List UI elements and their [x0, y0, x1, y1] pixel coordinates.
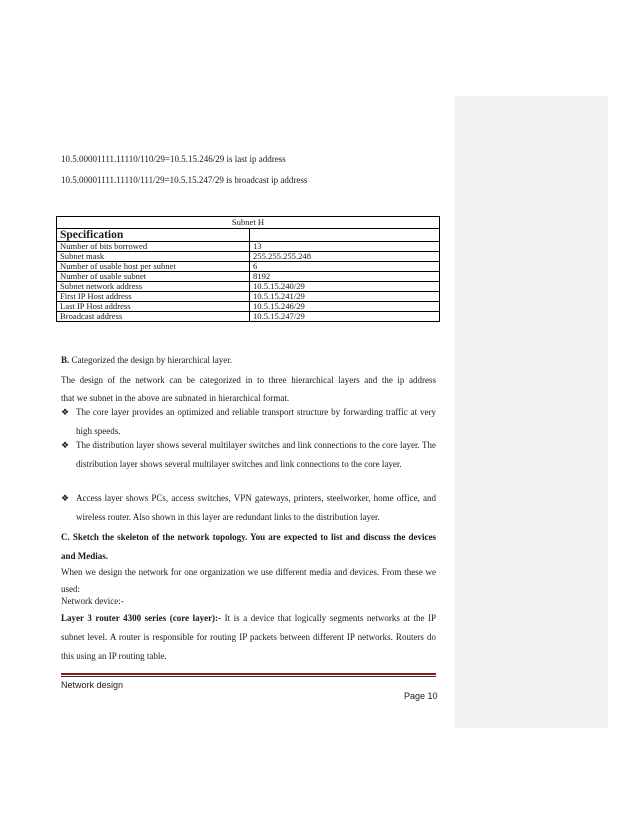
- row-value: 13: [250, 242, 440, 252]
- table-title: Subnet H: [57, 217, 440, 229]
- row-value: 10.5.15.247/29: [250, 312, 440, 322]
- section-b-title: Categorized the design by hierarchical layer.: [69, 355, 232, 365]
- bullet-distribution-text: The distribution layer shows several multilayer switches and link connections to the core layer. The distribution layer shows several multilayer switches and link connections to the core layer.: [76, 440, 436, 469]
- router-text: It is a device that logically segments networks at the IP subnet level. A router is responsible for routing IP packets between different IP networks. Routers do this using an IP routing table.: [61, 613, 437, 661]
- bullet-distribution: [61, 436, 436, 474]
- table-row: [57, 242, 440, 252]
- table-row: [57, 282, 440, 292]
- page-number: Page 10: [404, 691, 438, 701]
- row-label: Number of bits borrowed: [57, 242, 250, 252]
- table-row: [57, 302, 440, 312]
- spec-header-empty: [250, 229, 440, 242]
- row-value: 10.5.15.241/29: [250, 292, 440, 302]
- row-value: 8192: [250, 272, 440, 282]
- footer-rule-black: [61, 676, 436, 677]
- row-label: Broadcast address: [57, 312, 250, 322]
- section-b-intro-line2: that we subnet in the above are subnated in hierarchical format.: [61, 393, 290, 403]
- bullet-access: [61, 489, 436, 527]
- row-value: 6: [250, 262, 440, 272]
- last-ip-line: 10.5.00001111.11110/110/29=10.5.15.246/29 is last ip address: [61, 154, 286, 164]
- section-b-prefix: B.: [61, 355, 70, 365]
- diamond-bullet-icon: ❖: [61, 440, 70, 450]
- section-c-intro: When we design the network for one organization we use different media and devices. From these we used:: [61, 567, 436, 594]
- bullet-access-text: Access layer shows PCs, access switches, VPN gateways, printers, steelworker, home office, and wireless router. Also shown in this layer are redundant links to the distribution layer.: [76, 493, 436, 522]
- table-row: [57, 272, 440, 282]
- footer-rule-red: [61, 673, 436, 675]
- section-b-intro-line1: The design of the network can be categorized in to three hierarchical layers and the ip address: [61, 375, 436, 385]
- row-value: 10.5.15.240/29: [250, 282, 440, 292]
- router-paragraph: [61, 609, 436, 666]
- section-c-heading: C. Sketch the skeleton of the network topology. You are expected to list and discuss the devices and Medias.: [61, 532, 436, 561]
- row-value: 255.255.255.248: [250, 252, 440, 262]
- row-label: Subnet mask: [57, 252, 250, 262]
- bullet-core-text: The core layer provides an optimized and reliable transport structure by forwarding traffic at very high speeds.: [76, 407, 436, 436]
- network-device-label: Network device:-: [61, 596, 124, 606]
- section-b-heading: [61, 355, 232, 366]
- row-label: Last IP Host address: [57, 302, 250, 312]
- table-row: [57, 292, 440, 302]
- row-value: 10.5.15.246/29: [250, 302, 440, 312]
- spec-header: Specification: [57, 229, 250, 242]
- row-label: Subnet network address: [57, 282, 250, 292]
- diamond-bullet-icon: ❖: [61, 407, 70, 417]
- row-label: First IP Host address: [57, 292, 250, 302]
- subnet-spec-table: [56, 216, 440, 322]
- router-heading: Layer 3 router 4300 series (core layer):-: [61, 613, 222, 623]
- row-label: Number of usable host per subnet: [57, 262, 250, 272]
- footer-title: Network design: [61, 680, 124, 690]
- table-row: [57, 312, 440, 322]
- table-row: [57, 252, 440, 262]
- table-row: [57, 262, 440, 272]
- diamond-bullet-icon: ❖: [61, 493, 70, 503]
- comment-margin-pane: [455, 96, 608, 728]
- broadcast-ip-line: 10.5.00001111.11110/111/29=10.5.15.247/29 is broadcast ip address: [61, 175, 308, 185]
- row-label: Number of usable subnet: [57, 272, 250, 282]
